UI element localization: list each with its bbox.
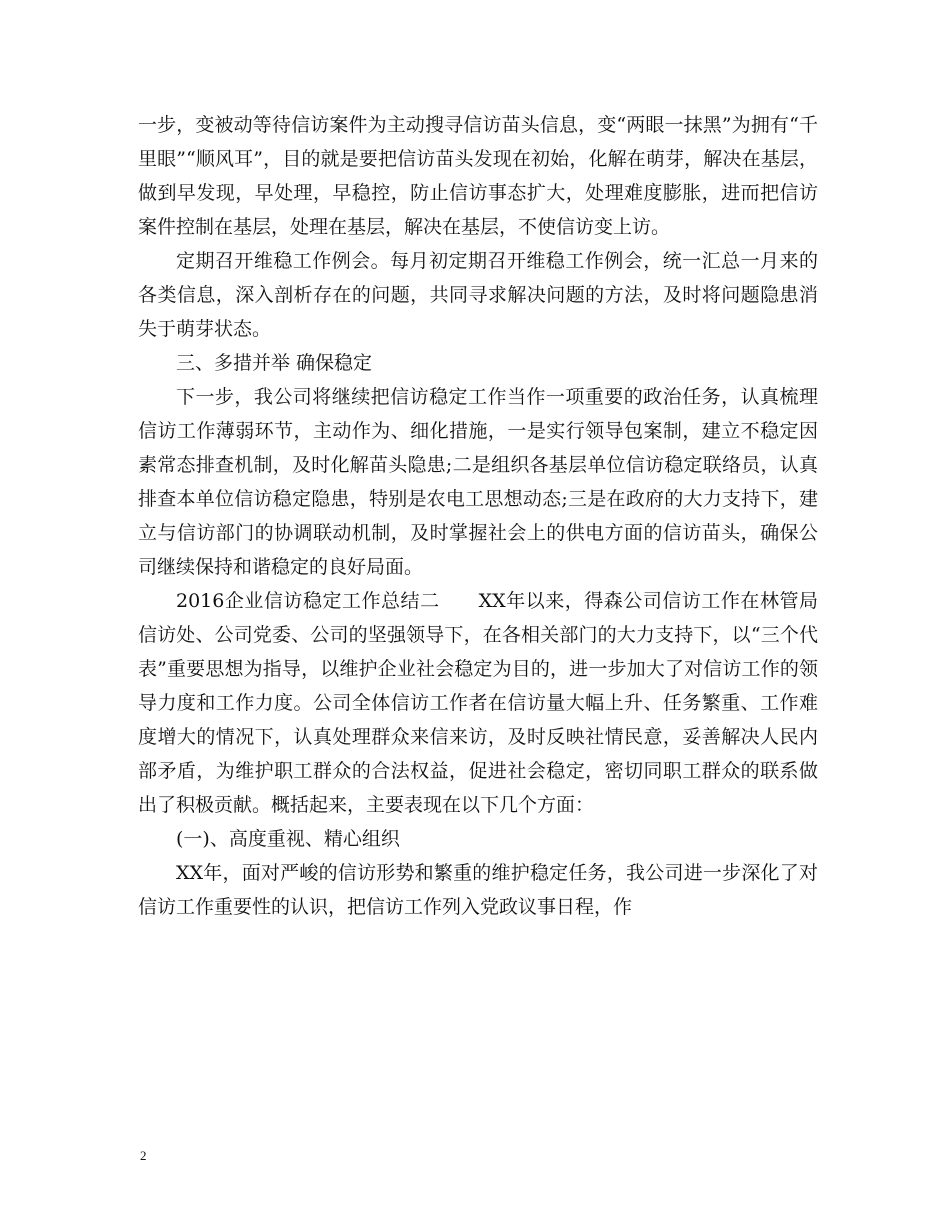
section-heading-3: 三、多措并举 确保稳定	[176, 352, 373, 374]
paragraph-xx-year: XX年，面对严峻的信访形势和繁重的维护稳定任务，我公司进一步深化了对信访工作重要性的认识，把信访工作列入党政议事日程，作	[138, 862, 818, 918]
section-heading-1: (一)、高度重视、精心组织	[176, 828, 400, 850]
paragraph-meeting: 定期召开维稳工作例会。每月初定期召开维稳工作例会，统一汇总一月来的各类信息，深入剖析存在的问题，共同寻求解决问题的方法，及时将问题隐患消失于萌芽状态。	[138, 250, 818, 340]
paragraph-summary-two: 2016企业信访稳定工作总结二 XX年以来，得森公司信访工作在林管局信访处、公司党委、公司的坚强领导下，在各相关部门的大力支持下，以“三个代表”重要思想为指导，以维护企业社会稳定为目的，进一步加大了对信访工作的领导力度和工作力度。公司全体信访工作者在信访量大幅上升、任务繁重、工作难度增大的情况下，认真处理群众来信来访，及时反映社情民意，妥善解决人民内部矛盾，为维护职工群众的合法权益，促进社会稳定，密切同职工群众的联系做出了积极贡献。概括起来，主要表现在以下几个方面：	[138, 590, 818, 816]
paragraph-continuation: 一步，变被动等待信访案件为主动搜寻信访苗头信息，变“两眼一抹黑”为拥有“千里眼”“顺风耳”，目的就是要把信访苗头发现在初始，化解在萌芽，解决在基层，做到早发现，早处理，早稳控，防止信访事态扩大，处理难度膨胀，进而把信访案件控制在基层，处理在基层，解决在基层，不使信访变上访。	[138, 114, 818, 238]
document-body	[138, 108, 818, 924]
page-number: 2	[140, 1148, 147, 1163]
paragraph-next-steps: 下一步，我公司将继续把信访稳定工作当作一项重要的政治任务，认真梳理信访工作薄弱环节，主动作为、细化措施，一是实行领导包案制，建立不稳定因素常态排查机制，及时化解苗头隐患;二是组织各基层单位信访稳定联络员，认真排查本单位信访稳定隐患，特别是农电工思想动态;三是在政府的大力支持下，建立与信访部门的协调联动机制，及时掌握社会上的供电方面的信访苗头，确保公司继续保持和谐稳定的良好局面。	[138, 386, 818, 578]
